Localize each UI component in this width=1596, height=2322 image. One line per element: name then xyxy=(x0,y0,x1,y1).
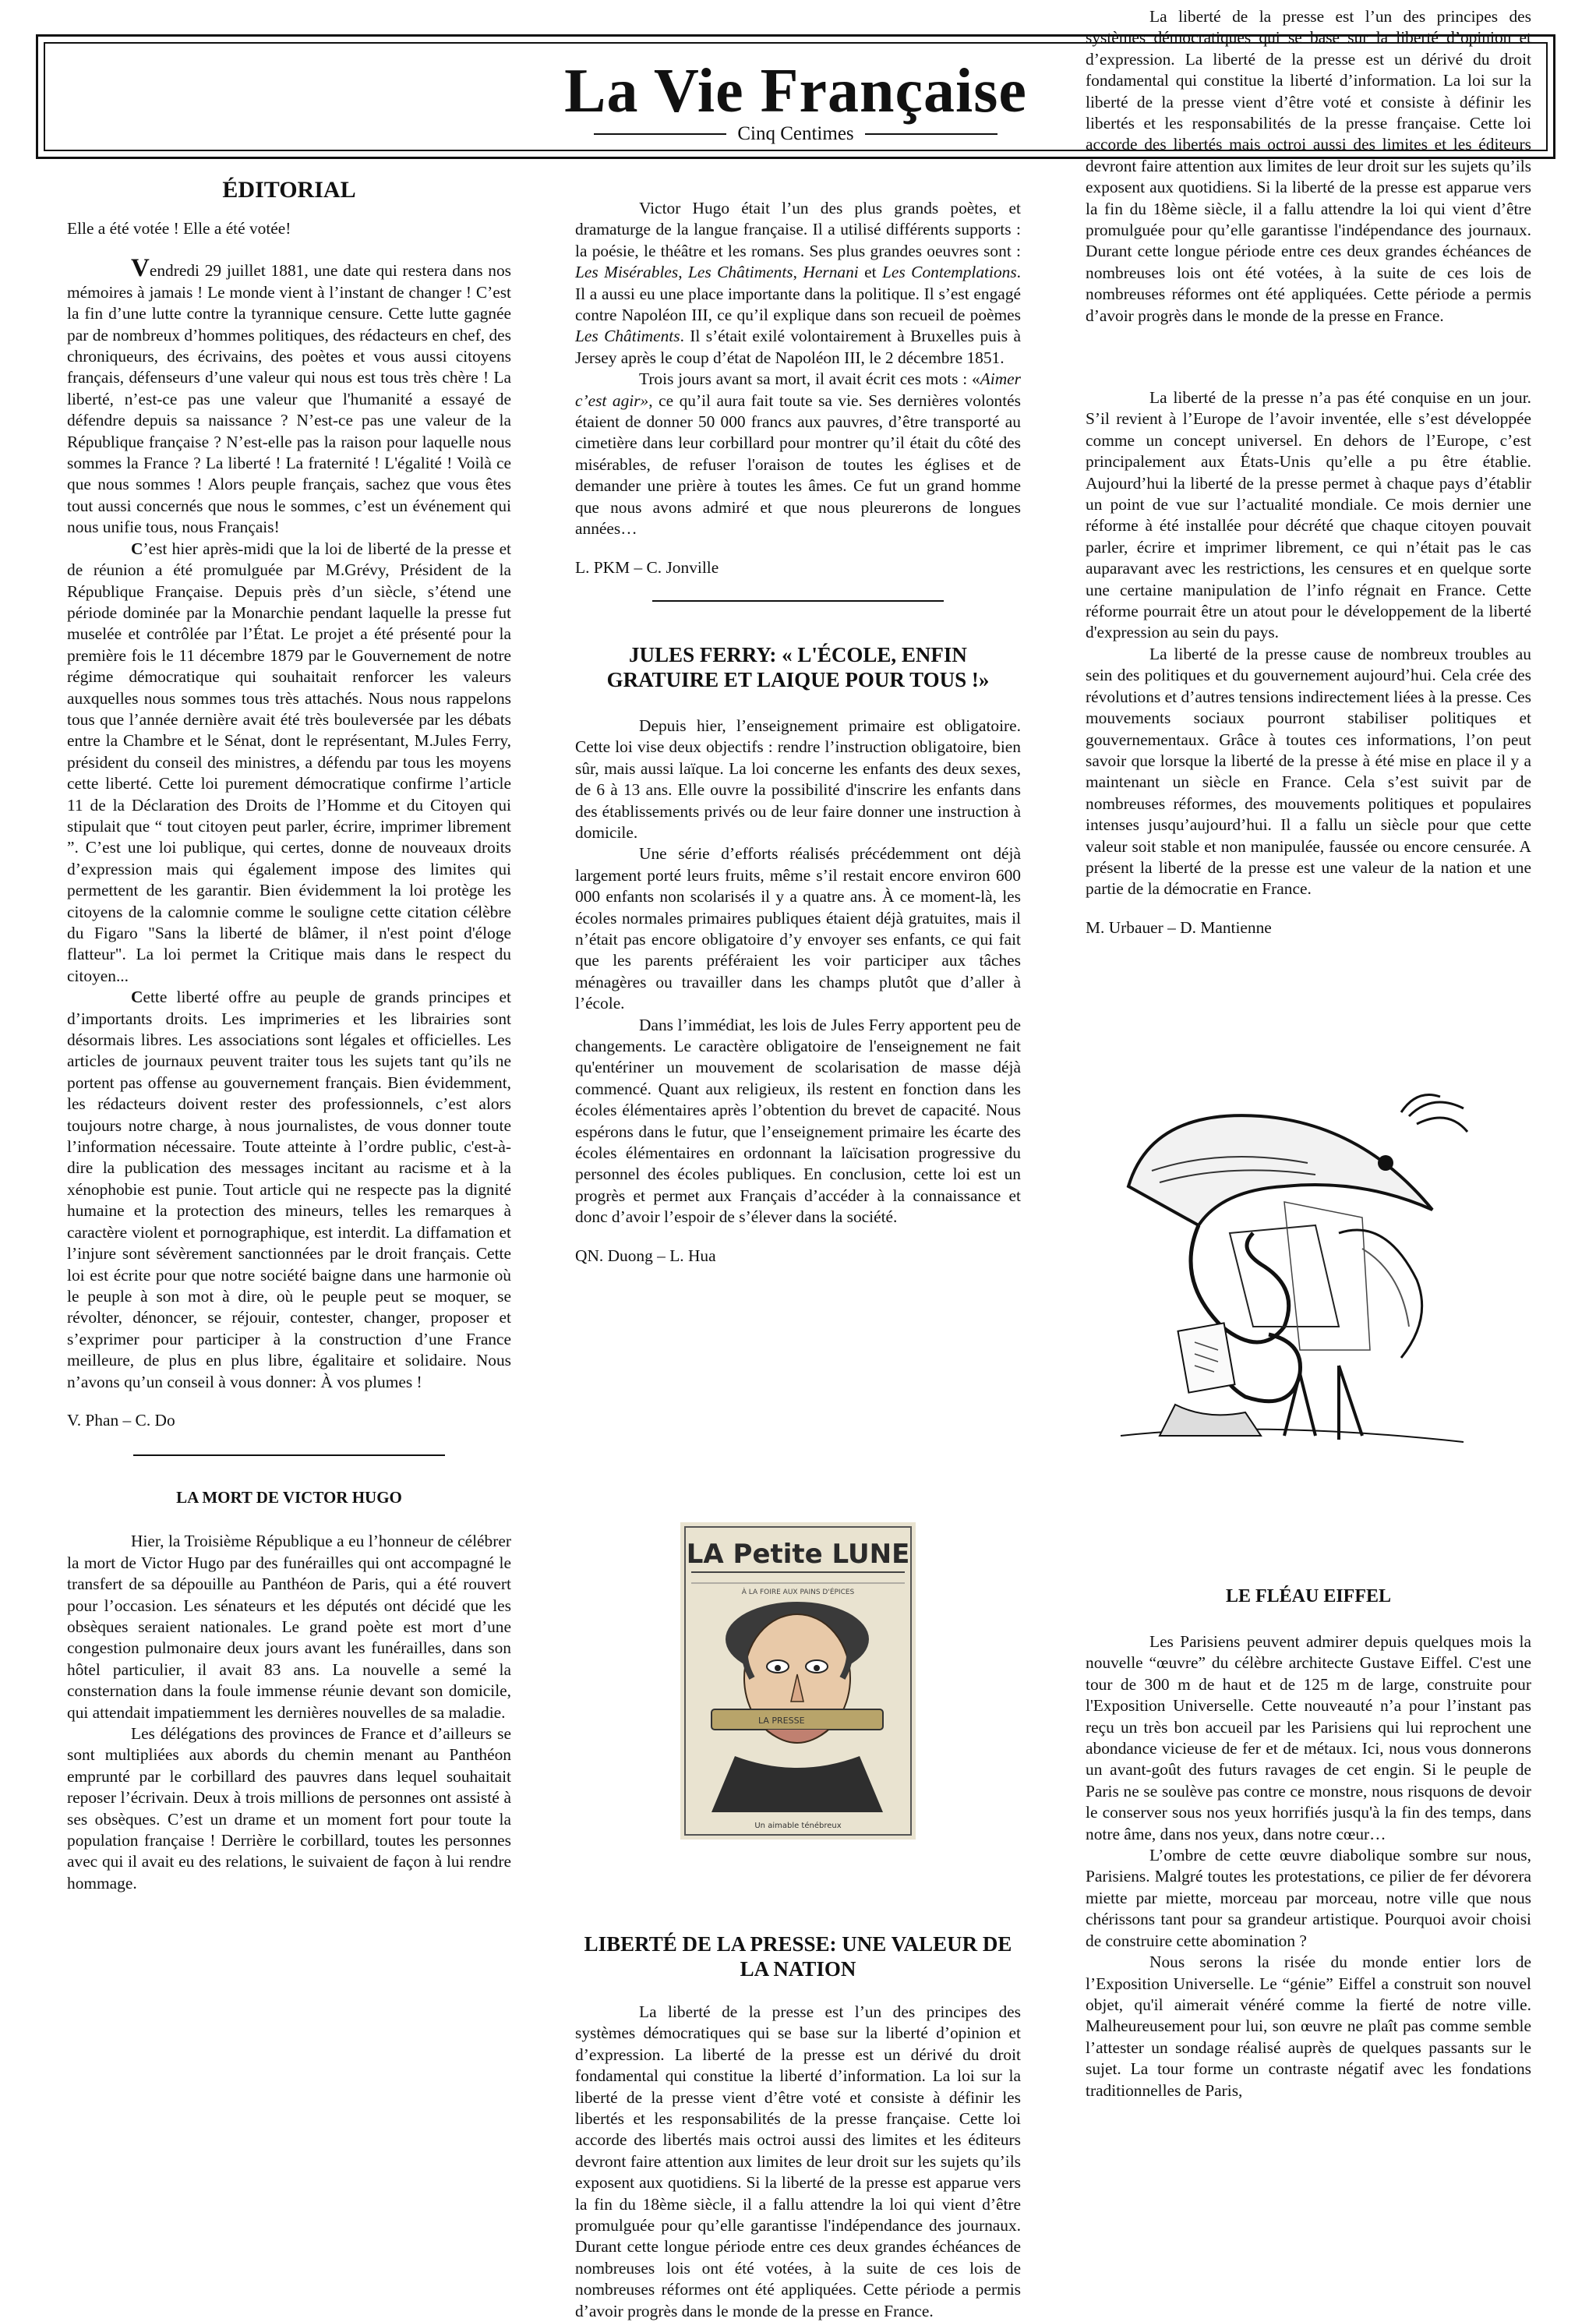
hugo-paragraph xyxy=(575,369,1021,539)
editorial-text: ’est hier après-midi que la loi de liberté de la presse et de réunion a été promulguée par M.Grévy, Président de la République Française. Depuis près d’un siècle, s’étend une période dominée par la Monarchie pendant laquelle la presse fut muselée et contrôlée par l’État. Le projet a été présenté pour la première fois le 11 décembre 1879 par le Gouvernement de notre régime démocratique qui souhaitait renforcer les valeurs auxquelles nous sommes tous très attachés. Nous nous rappelons tous que l’année dernière avait été très bouleversée par les débats entre la Chambre et le Sénat, dont le représentant, M.Jules Ferry, président du conseil des ministres, a défendu par tous les moyens cette liberté. Cette loi purement démocratique confirme l’article 11 de la Déclaration des Droits de l’Homme et du Citoyen qui stipulait que “ tout citoyen peut parler, écrire, imprimer librement ”. C’est une loi publique, qui certes, donne de nouveaux droits d’expression mais qui également impose des limites qui permettent de les garantir. Bien évidemment la loi protège les citoyens de la calomnie comme le souligne cette citation célèbre du Figaro "Sans la liberté de blâmer, il n'est point d'éloge flatteur". La loi permet la Critique mais dans le respect du citoyen... xyxy=(67,539,511,985)
bird-caricature-illustration xyxy=(1105,1093,1471,1458)
price-rule-left xyxy=(594,133,726,135)
editorial-signature: V. Phan – C. Do xyxy=(67,1410,175,1430)
presse-paragraph-continued: La liberté de la presse est l’un des principes des systèmes démocratiques qui se base sur la liberté d’opinion et d’expression. La liberté de la presse est un dérivé du droit fondamental qui constitue la liberté d’information. La loi sur la liberté de la presse vient d’être voté et consiste à définir les libertés et les responsabilités de la presse française. Cette loi accorde des libertés mais octroi aussi des limites et les éditeurs devront faire attention aux limites de leur droit sur les sujets qu’ils exposent aux quotidiens. Si la liberté de la presse est apparue vers la fin du 18ème siècle, il a fallu attendre la loi qui vient d’être promulguée pour qu’elle garantisse l'indépendance des journaux. Durant cette longue période entre ces deux grandes échéances de nombreuses lois ont été votées, à la suite de ces lois de nombreuses réformes ont été appliquées. Cette période a permis d’avoir progrès dans le monde de la presse en France. xyxy=(1086,7,1531,325)
presse-article xyxy=(575,1931,1021,1981)
hugo-paragraph: Hier, la Troisième République a eu l’honneur de célébrer la mort de Victor Hugo par des funérailles qui ont accompagné le transfert de sa dépouille au Panthéon de Paris, qui a été rouvert pour l’occasion. Les sénateurs et les députés ont décidé que les obsèques seraient nationales. Le grand poète est mort d’une congestion pulmonaire deux jours avant les funérailles, dans son hôtel particulier, il avait 83 ans. La nouvelle a semé la consternation dans la foule immense réunie devant son domicile, qui attendait impatiemment les dernières nouvelles de sa maladie. xyxy=(67,1532,511,1722)
hugo-text: . Il s’était exilé volontairement à Bruxelles puis à Jersey après le coup d’état de Napoléon III, le 2 décembre 1851. xyxy=(575,327,1022,367)
hugo-text: , ce qu’il aura fait toute sa vie. Ses dernières volontés étaient de donner 50 000 francs aux pauvres, d’être transporté au cimetière dans leur corbillard pour montrer qu’il était du côté des misérables, de refuser l'oraison de toutes les églises et de demander une prière à toutes les âmes. Ce fut un grand homme que nous avons admiré et que nous pleurerons de longues années… xyxy=(575,391,1021,539)
hugo-text: Trois jours avant sa mort, il avait écrit ces mots : « xyxy=(639,369,980,389)
lead-letter: C xyxy=(131,988,143,1007)
ferry-signature: QN. Duong – L. Hua xyxy=(575,1246,716,1265)
svg-text:LA PRESSE: LA PRESSE xyxy=(758,1716,805,1726)
presse-body-col2 xyxy=(575,2002,1021,2320)
hugo-text: Victor Hugo était l’un des plus grands poètes, et dramaturge de la langue française. Il a utilisé différents supports : la poésie, le théâtre et les romans. Ses plus grandes oeuvres sont : xyxy=(575,199,1021,260)
hugo-paragraph xyxy=(575,198,1021,369)
editorial-paragraph xyxy=(67,254,511,538)
work-title: Les Châtiments xyxy=(575,327,680,346)
work-title: Hernani xyxy=(803,263,859,282)
column-middle xyxy=(575,198,1021,1267)
hugo-quote: Aimer c’est agir» xyxy=(575,369,1021,410)
presse-paragraph: La liberté de la presse n’a pas été conquise en un jour. S’il revient à l’Europe de l’avoir inventée, elle s’est développée comme un concept universel. En dehors de l’Europe, c’est principalement aux États-Unis qu’elle a pu être établie. Aujourd’hui la liberté de la presse permet à chaque pays d’établir un point de vue sur l’actualité mondiale. Ce mois dernier une réforme à été installée pour décrété que chaque citoyen pouvait parler, écrire et imprimer librement, ce qui n’était pas le cas auparavant avec les restrictions, les censures et en quelque sorte une certaine manipulation de l’info régnait en France. Cette réforme pourrait être un atout pour le développement de la liberté d'expression au sein du pays. xyxy=(1086,388,1531,642)
eiffel-paragraph: Nous serons la risée du monde entier lors de l’Exposition Universelle. Le “génie” Eiffel a construit son nouvel objet, qu'il aimerait vénéré comme la fierté de notre ville. Malheureusement pour lui, son œuvre ne plaît pas comme semble l’attester un sondage réalisé auprès de quelques passants sur le sujet. La tour forme un contraste négatif avec les fondations traditionnelles de Paris, xyxy=(1086,1953,1531,2100)
eiffel-paragraph: Les Parisiens peuvent admirer depuis quelques mois la nouvelle “œuvre” du célèbre architecte Gustave Eiffel. C'est une tour de 300 m de haut et de 125 m de large, construite pour l'Exposition Universelle. Cette nouveauté n’a pour l’instant pas reçu un très bon accueil par les Parisiens qui lui reprochent une abondance vicieuse de fer et de métaux. Ici, nous vous donnerons un avant-goût des futurs ravages de cet engin. Si le peuple de Paris ne se soulève pas contre ce monstre, nous risquons de devoir le conserver sous nos yeux horrifiés jusqu'à la fin des temps, dans notre âme, dans nos yeux, dans notre cœur… xyxy=(1086,1632,1531,1843)
work-title: Les Contemplations xyxy=(882,263,1017,282)
ferry-paragraph: Une série d’efforts réalisés précédemment ont déjà largement porté leurs fruits, même s’il restait encore environ 600 000 enfants non scolarisés il y a quatre ans. À ce moment-là, les écoles normales primaires publiques étaient déjà gratuites, mais il n’était pas encore obligatoire d’y envoyer ses enfants, ce qui fait que les parents préféraient les voir participer aux tâches ménagères ou travailler dans les champs plutôt que d’aller à l’école. xyxy=(575,844,1021,1013)
hugo-signature: L. PKM – C. Jonville xyxy=(575,557,719,577)
section-divider xyxy=(652,600,944,602)
eiffel-article xyxy=(1086,1585,1531,2101)
editorial-text: endredi 29 juillet 1881, une date qui restera dans nos mémoires à jamais ! Le monde vient à l’instant de changer ! C’est la fin d’une lutte contre la tyrannique censure. Cette lutte gagnée par de nombreux d’hommes politiques, des rédacteurs en chef, des chroniqueurs, des écrivains, des poètes et vous aussi citoyens français, défenseurs d’une valeur qui nous est tous très chère ! La liberté, n’est-ce pas une valeur que l'humanité a essayé de défendre depuis sa naissance ? N’est-ce pas une valeur de la République française ? N’est-elle pas la raison pour laquelle nous sommes la France ? La liberté ! La fraternité ! L'égalité ! Voilà ce que nous sommes ! Alors peuple français, sachez que vous êtes tout aussi concernés que nous le sommes, c’est un événement qui nous unifie tous, nous Français! xyxy=(67,261,511,537)
eiffel-caricature xyxy=(1105,1093,1471,1458)
ferry-paragraph: Depuis hier, l’enseignement primaire est obligatoire. Cette loi vise deux objectifs : rendre l’instruction obligatoire, bien sûr, mais aussi laïque. La loi concerne les enfants des deux sexes, de 6 à 13 ans. Elle ouvre la possibilité d'inscrire les enfants dans des établissements privés ou de leur faire donner une instruction à domicile. xyxy=(575,716,1021,842)
eiffel-title: LE FLÉAU EIFFEL xyxy=(1225,1586,1392,1606)
hugo-paragraph: Les délégations des provinces de France et d’ailleurs se sont multipliées aux abords du chemin menant au Panthéon emprunté par le corbillard des pauvres dans lequel souhaitait reposer l’écrivain. Deux à trois millions de personnes ont assisté à ses obsèques. C’est un drame et un moment fort pour toute la population française ! Derrière le corbillard, toutes les personnes avec qui il avait eu des relations, le suivaient de façon à lui rendre hommage. xyxy=(67,1724,511,1893)
section-divider xyxy=(133,1454,445,1456)
hugo-text: . Il a aussi eu une place importante dans la politique. Il s’est engagé contre Napoléon III, ce qu’il explique dans son recueil de poèmes xyxy=(575,263,1022,325)
editorial-kicker: Elle a été votée ! Elle a été votée! xyxy=(67,219,291,238)
presse-paragraph: La liberté de la presse est l’un des principes des systèmes démocratiques qui se base sur la liberté d’opinion et d’expression. La liberté de la presse est un dérivé du droit fondamental qui constitue la liberté d’information. La loi sur la liberté de la presse vient d’être voté et consiste à définir les libertés et les responsabilités de la presse française. Cette loi accorde des libertés mais octroi aussi des limites et les éditeurs devront faire attention aux limites de leur droit sur les sujets qu’ils exposent aux quotidiens. Si la liberté de la presse est apparue vers la fin du 18ème siècle, il a fallu attendre la loi qui vient d’être promulguée pour qu’elle garantisse l'indépendance des journaux. Durant cette longue période entre ces deux grandes échéances de nombreuses lois ont été votées, à la suite de ces lois de nombreuses réformes ont été appliquées. Cette période a permis d’avoir progrès dans le monde de la presse en France. xyxy=(575,2002,1021,2320)
petite-lune-cover xyxy=(680,1522,916,1840)
column-left xyxy=(67,176,511,1894)
hugo-text: et xyxy=(858,263,883,282)
hugo-title: LA MORT DE VICTOR HUGO xyxy=(176,1488,402,1507)
caricature-illustration xyxy=(680,1522,916,1840)
ferry-paragraph: Dans l’immédiat, les lois de Jules Ferry apportent peu de changements. Le caractère obligatoire de l'enseignement ne fait qu'entériner un mouvement de scolarisation de masse déjà commencé. Quant aux religieux, ils restent en fonction dans les écoles élémentaires après l’obtention du brevet de capacité. Nous espérons dans le futur, que l’enseignement primaire les écarte des écoles élémentaires en ordonnant la laïcisation progressive du personnel des écoles publiques. En conclusion, cette loi est un progrès et permet aux Français d’accéder à la connaissance et donc d’avoir l’espoir de s’élever dans la société. xyxy=(575,1015,1021,1227)
eiffel-paragraph: L’ombre de cette œuvre diabolique sombre sur nous, Parisiens. Malgré toutes les protestations, ce pilier de fer dévorera miette par miette, morceau par morceau, notre ville que nous chérissons tant pour sa grandeur artistique. Pourquoi avoir choisi de construire cette abomination ? xyxy=(1086,1846,1531,1950)
editorial-text: ette liberté offre au peuple de grands principes et d’importants droits. Les imprimeries et les librairies sont désormais libres. Les associations sont légales et officielles. Les articles de journaux peuvent traiter tous les sujets tant qu’ils ne portent pas offense au gouvernement français. Bien évidemment, les rédacteurs doivent rester des professionnels, c’est alors toujours notre charge, à nous journalistes, de vous donner toute l’information nécessaire. Toute atteinte à l’ordre public, c'est-à-dire la publication des messages incitant au racisme et à la xénophobie est punie. Tout article qui ne respecte pas la dignité humaine et la protection des mineurs, telles les remarques à caractère violent et pornographique, est interdit. La diffamation et l’injure sont sévèrement sanctionnées par le droit français. Cette loi est écrite pour que notre société baigne dans une harmonie où le peuple à son mot à dire, où le peuple peut se moquer, se révolter, dénoncer, se réjouir, contester, changer, proposer et s’exprimer pour participer à la construction d’une France meilleure, de plus en plus libre, égalitaire et solidaire. Nous n’avons qu’un conseil à vous donner: À vos plumes ! xyxy=(67,988,511,1391)
lead-letter: C xyxy=(131,539,143,558)
lune-masthead: LA Petite LUNE xyxy=(686,1539,910,1570)
hugo-text: , xyxy=(678,263,689,282)
price-rule-right xyxy=(865,133,998,135)
editorial-title: ÉDITORIAL xyxy=(222,177,356,203)
newspaper-title: La Vie Française xyxy=(564,57,1027,125)
editorial-paragraph xyxy=(67,987,511,1393)
presse-title: LIBERTÉ DE LA PRESSE: UNE VALEUR DE LA NATION xyxy=(584,1932,1012,1981)
ferry-title: JULES FERRY: « L'ÉCOLE, ENFIN GRATUIRE ET LAIQUE POUR TOUS !» xyxy=(606,642,990,691)
editorial-paragraph xyxy=(67,539,511,988)
presse-body-col3 xyxy=(1086,7,1531,387)
hugo-text: , xyxy=(793,263,803,282)
column-right xyxy=(1086,7,1531,938)
presse-paragraph: La liberté de la presse cause de nombreux troubles au sein des politiques et du gouvernement aujourd’hui. Cela crée des révolutions et d’autres tensions indirectement liées à la presse. Ces mouvements sociaux pourront stabiliser politiques et gouvernementaux. Grâce à toutes ces informations, l’on peut savoir que lorsque la liberté de la presse à été mise en place il y a maintenant un siècle en France. Cela s’est suivit par de nombreuses réformes, des mouvements politiques et populaires intenses jusqu’aujourd’hui. Il a fallu un siècle pour que cette valeur soit stable et non manipulée, faussée ou encore censurée. A présent la liberté de la presse est une valeur de la nation et une partie de la démocratie en France. xyxy=(1086,644,1531,899)
lune-subhead: À LA FOIRE AUX PAINS D'ÉPICES xyxy=(741,1589,855,1596)
lune-caption: Un aimable ténébreux xyxy=(754,1822,842,1830)
work-title: Les Misérables xyxy=(575,263,679,282)
work-title: Les Châtiments xyxy=(688,263,793,282)
drop-cap: V xyxy=(131,254,150,283)
price-label: Cinq Centimes xyxy=(737,123,854,144)
presse-signature: M. Urbauer – D. Mantienne xyxy=(1086,917,1272,937)
